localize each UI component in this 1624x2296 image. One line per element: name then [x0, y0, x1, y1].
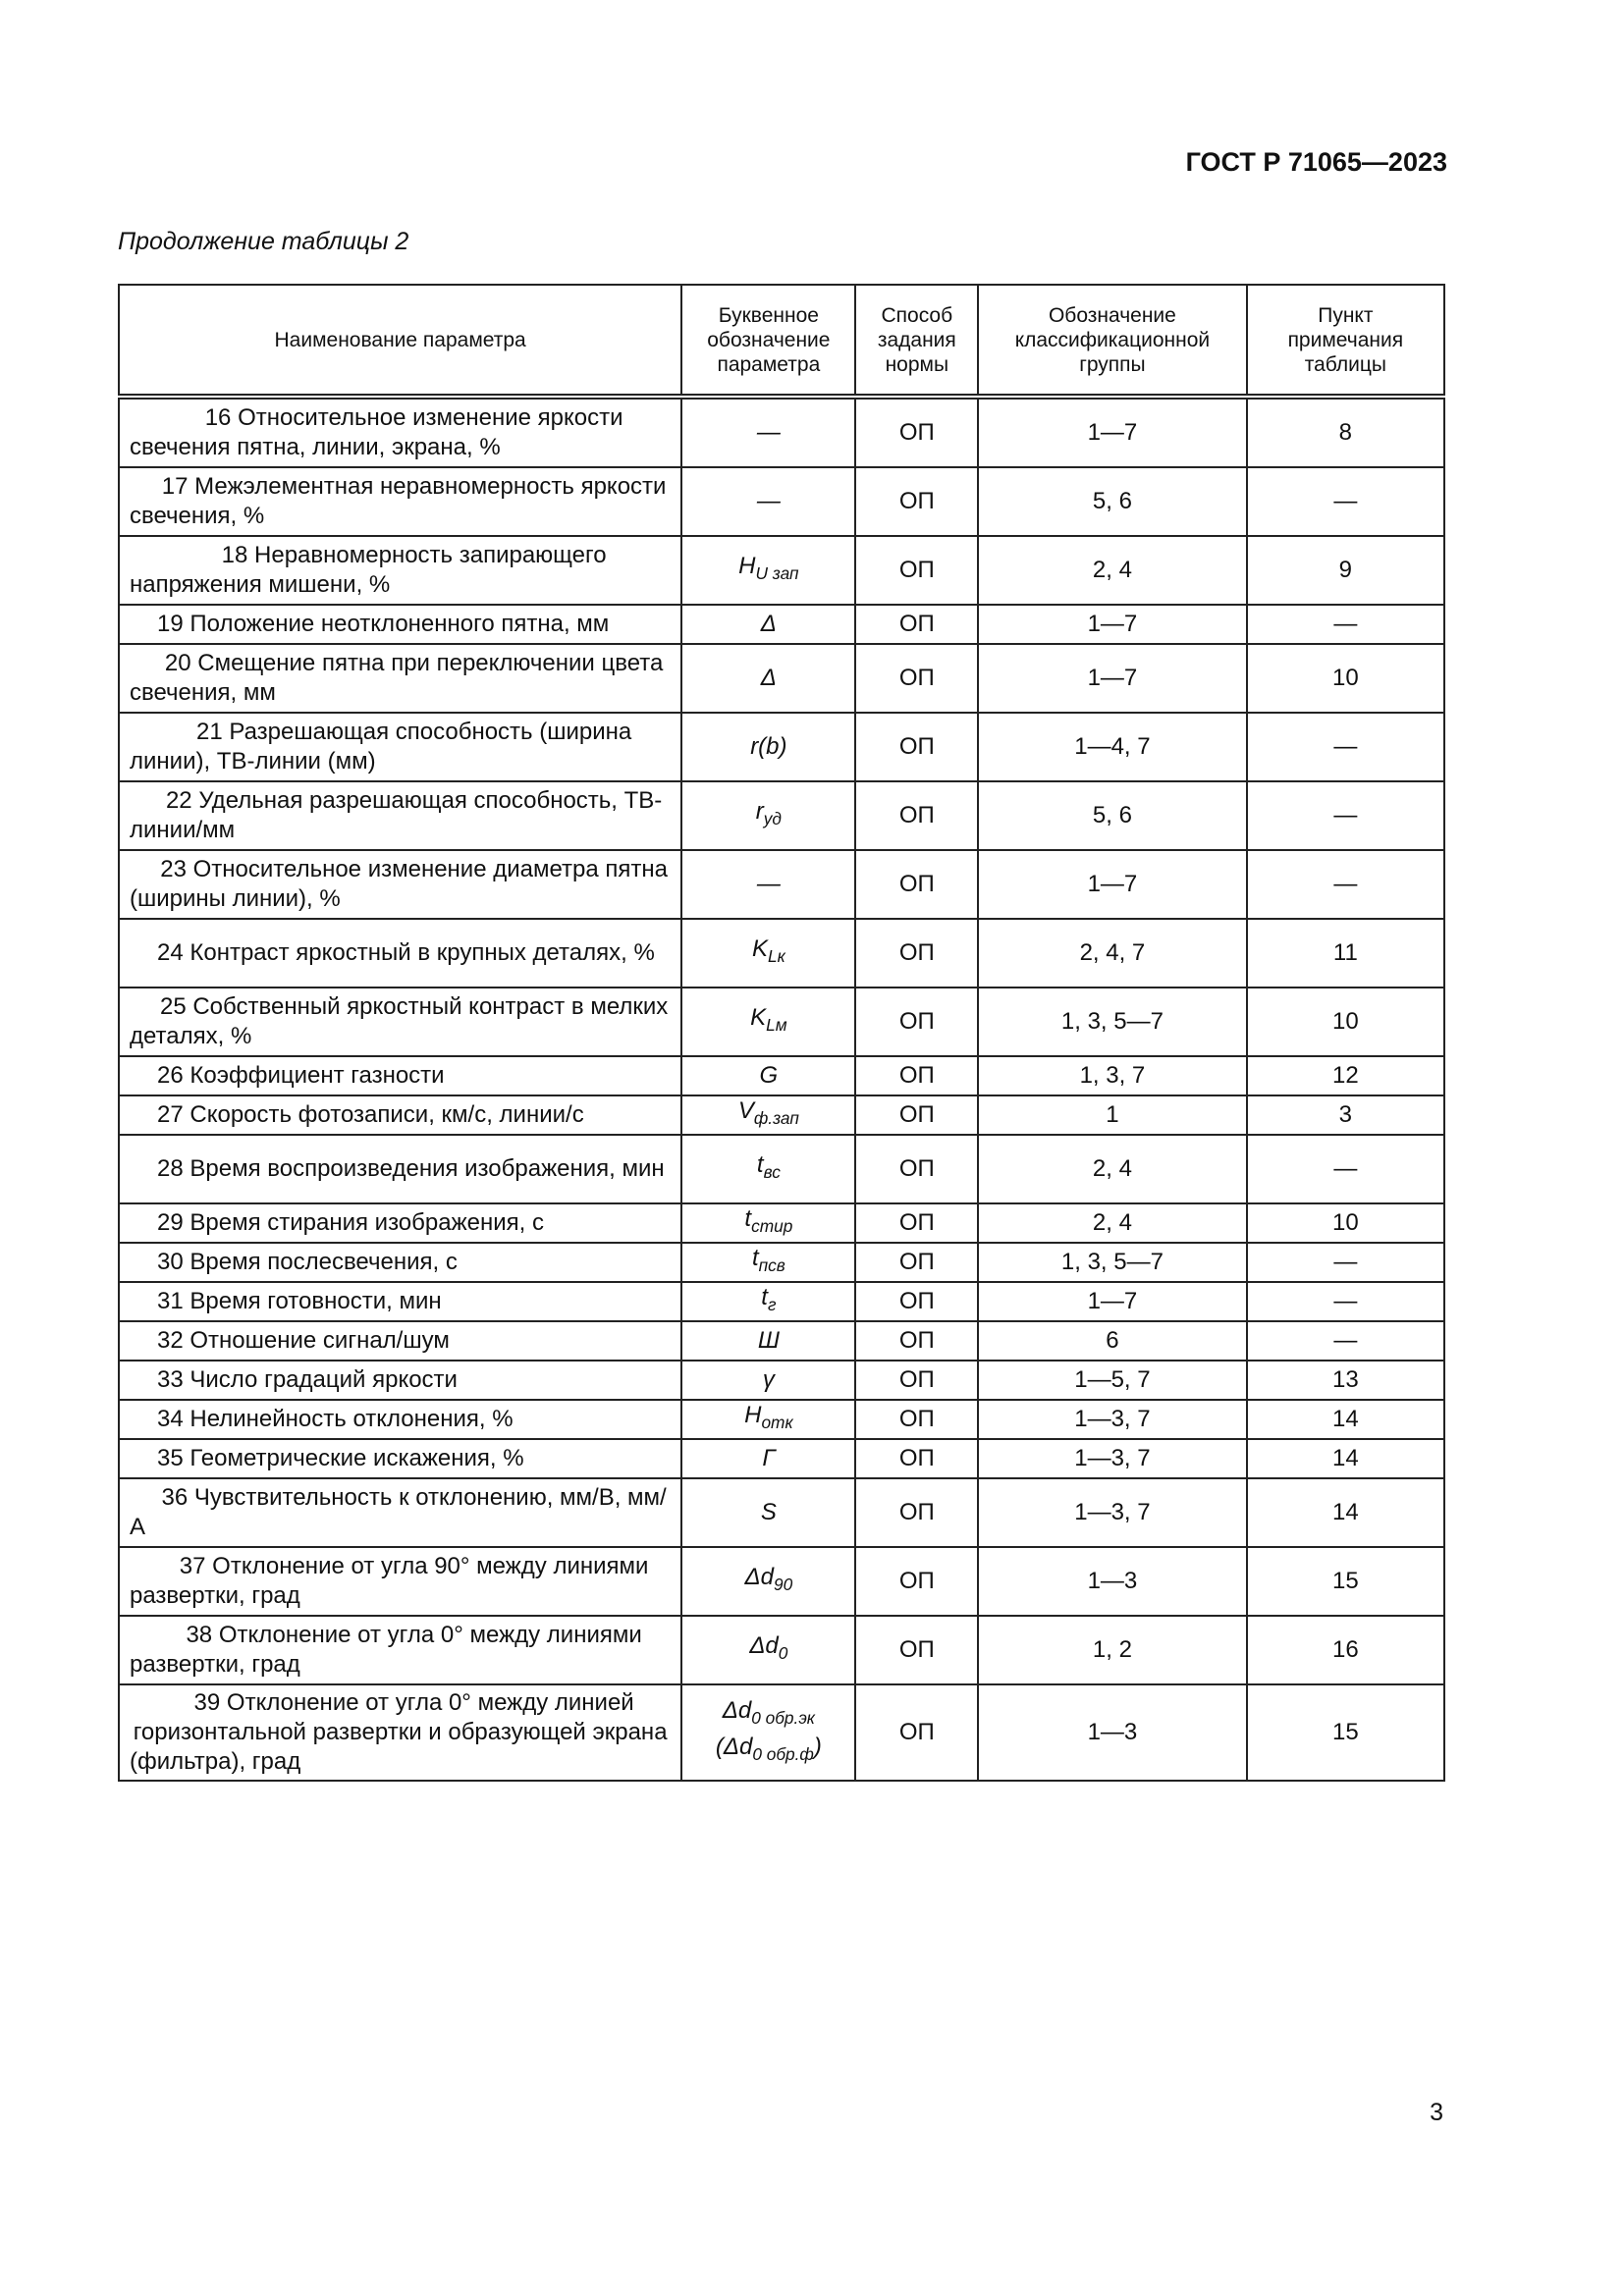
- parameter-symbol-subscript: отк: [761, 1413, 793, 1433]
- norm-method-cell: ОП: [855, 1243, 978, 1282]
- norm-method-cell: ОП: [855, 536, 978, 605]
- parameter-name-cell: [119, 1547, 681, 1616]
- page-number: 3: [1430, 2099, 1443, 2126]
- table-row: [119, 1243, 1444, 1282]
- parameter-symbol-subscript: стир: [751, 1216, 793, 1237]
- parameter-symbol-cell: [681, 1361, 855, 1400]
- note-cell: —: [1247, 1135, 1444, 1203]
- parameter-name-cell: [119, 1616, 681, 1684]
- class-group-cell: 2, 4: [978, 536, 1247, 605]
- table-row: [119, 605, 1444, 644]
- parameter-symbol-cell: [681, 1478, 855, 1547]
- parameter-symbol: K: [751, 935, 768, 963]
- parameter-symbol-alt-close: ): [813, 1734, 822, 1760]
- note-cell: 10: [1247, 988, 1444, 1056]
- parameter-name: Нелинейность отклонения, %: [189, 1406, 514, 1432]
- parameter-number: 26: [157, 1062, 184, 1089]
- norm-method-cell: ОП: [855, 1361, 978, 1400]
- class-group-cell: 1—5, 7: [978, 1361, 1247, 1400]
- parameter-number: 16: [204, 404, 232, 431]
- table-row: [119, 988, 1444, 1056]
- parameter-symbol-alt-subscript: 0 обр.ф: [752, 1744, 814, 1765]
- parameter-number: 24: [157, 939, 184, 966]
- parameter-number: 18: [221, 542, 248, 568]
- parameter-symbol-cell: [681, 850, 855, 919]
- norm-method-cell: ОП: [855, 1321, 978, 1361]
- column-header-name: Наименование параметра: [119, 285, 681, 397]
- parameter-symbol: γ: [762, 1366, 775, 1393]
- note-cell: —: [1247, 1282, 1444, 1321]
- class-group-cell: 1—3: [978, 1547, 1247, 1616]
- parameter-symbol-cell: [681, 781, 855, 850]
- parameter-name: Чувствительность к отклонению, мм/В, мм/А: [130, 1484, 667, 1540]
- parameter-number: 32: [157, 1327, 184, 1354]
- parameter-symbol-alt: (Δd: [715, 1734, 753, 1760]
- parameter-name-cell: [119, 644, 681, 713]
- parameter-name-cell: [119, 1684, 681, 1781]
- parameter-symbol-cell: [681, 919, 855, 988]
- norm-method-cell: ОП: [855, 850, 978, 919]
- parameter-symbol-subscript: Lк: [767, 946, 785, 967]
- class-group-cell: 5, 6: [978, 781, 1247, 850]
- parameter-name-cell: [119, 397, 681, 467]
- class-group-cell: 1, 3, 5—7: [978, 1243, 1247, 1282]
- norm-method-cell: ОП: [855, 781, 978, 850]
- table-row: [119, 397, 1444, 467]
- class-group-cell: 1—3: [978, 1684, 1247, 1781]
- table-row: [119, 1056, 1444, 1095]
- note-cell: —: [1247, 850, 1444, 919]
- parameter-name-cell: [119, 1321, 681, 1361]
- parameter-symbol: Δd: [744, 1564, 774, 1591]
- note-cell: 14: [1247, 1439, 1444, 1478]
- parameter-name: Коэффициент газности: [189, 1062, 445, 1089]
- table-row: [119, 1439, 1444, 1478]
- table-row: [119, 1478, 1444, 1547]
- parameter-symbol-subscript: Lм: [766, 1015, 787, 1036]
- norm-method-cell: ОП: [855, 644, 978, 713]
- class-group-cell: 1: [978, 1095, 1247, 1135]
- parameter-name: Контраст яркостный в крупных деталях, %: [189, 939, 655, 966]
- table-row: [119, 467, 1444, 536]
- parameter-symbol-subscript: псв: [758, 1255, 785, 1276]
- parameter-name-cell: [119, 1056, 681, 1095]
- norm-method-cell: ОП: [855, 1400, 978, 1439]
- parameter-number: 33: [157, 1366, 184, 1393]
- table-caption: Продолжение таблицы 2: [118, 228, 409, 255]
- parameter-name-cell: [119, 919, 681, 988]
- parameter-number: 19: [157, 611, 184, 637]
- parameter-name: Удельная разрешающая способность, ТВ-линии/мм: [130, 787, 663, 843]
- parameter-symbol-cell: [681, 1282, 855, 1321]
- column-header-note: Пункт примечания таблицы: [1247, 285, 1444, 397]
- table-row: [119, 781, 1444, 850]
- parameter-name-cell: [119, 1361, 681, 1400]
- parameter-name-cell: [119, 605, 681, 644]
- note-cell: 16: [1247, 1616, 1444, 1684]
- parameter-number: 25: [159, 993, 187, 1020]
- parameter-symbol-cell: [681, 988, 855, 1056]
- parameter-number: 37: [179, 1553, 206, 1579]
- parameter-name: Положение неотклоненного пятна, мм: [189, 611, 610, 637]
- parameter-symbol-cell: [681, 1684, 855, 1781]
- note-cell: 15: [1247, 1684, 1444, 1781]
- parameter-name-cell: [119, 1282, 681, 1321]
- column-header-norm-method: Способ задания нормы: [855, 285, 978, 397]
- parameter-name: Смещение пятна при переключении цвета свечения, мм: [130, 650, 664, 706]
- parameter-name: Отклонение от угла 90° между линиями развертки, град: [130, 1553, 649, 1609]
- parameter-number: 20: [164, 650, 191, 676]
- parameter-symbol-cell: [681, 1243, 855, 1282]
- norm-method-cell: ОП: [855, 1095, 978, 1135]
- parameter-symbol-cell: [681, 1616, 855, 1684]
- norm-method-cell: ОП: [855, 1547, 978, 1616]
- table-row: [119, 1135, 1444, 1203]
- norm-method-cell: ОП: [855, 1684, 978, 1781]
- class-group-cell: 1—7: [978, 644, 1247, 713]
- parameter-name: Разрешающая способность (ширина линии), ТВ-линии (мм): [130, 719, 632, 774]
- note-cell: 11: [1247, 919, 1444, 988]
- parameter-symbol-cell: [681, 605, 855, 644]
- parameter-symbol: t: [761, 1284, 768, 1311]
- table-header-row: [119, 285, 1444, 397]
- class-group-cell: 2, 4: [978, 1203, 1247, 1243]
- norm-method-cell: ОП: [855, 713, 978, 781]
- norm-method-cell: ОП: [855, 1135, 978, 1203]
- table-row: [119, 536, 1444, 605]
- parameter-name-cell: [119, 1203, 681, 1243]
- note-cell: —: [1247, 781, 1444, 850]
- parameter-symbol: G: [759, 1062, 779, 1089]
- parameter-number: 38: [186, 1622, 213, 1648]
- note-cell: 10: [1247, 644, 1444, 713]
- parameter-name: Время готовности, мин: [189, 1288, 442, 1314]
- parameter-name-cell: [119, 1439, 681, 1478]
- parameter-symbol-cell: [681, 1400, 855, 1439]
- class-group-cell: 1—7: [978, 605, 1247, 644]
- norm-method-cell: ОП: [855, 1056, 978, 1095]
- parameter-number: 31: [157, 1288, 184, 1314]
- parameter-symbol-subscript: ф.зап: [753, 1108, 799, 1129]
- note-cell: 8: [1247, 397, 1444, 467]
- parameter-name: Скорость фотозаписи, км/с, линии/с: [189, 1101, 584, 1128]
- parameter-number: 29: [157, 1209, 184, 1236]
- class-group-cell: 5, 6: [978, 467, 1247, 536]
- parameter-name-cell: [119, 1243, 681, 1282]
- parameter-name: Отклонение от угла 0° между линиями развертки, град: [130, 1622, 642, 1678]
- parameter-symbol: t: [756, 1151, 764, 1179]
- table-row: [119, 1361, 1444, 1400]
- norm-method-cell: ОП: [855, 1439, 978, 1478]
- parameter-name-cell: [119, 850, 681, 919]
- parameter-name: Неравномерность запирающего напряжения мишени, %: [130, 542, 607, 598]
- table-row: [119, 713, 1444, 781]
- parameter-name: Отклонение от угла 0° между линией горизонтальной развертки и образующей экрана (фильтра), град: [130, 1689, 668, 1775]
- norm-method-cell: ОП: [855, 1203, 978, 1243]
- note-cell: 12: [1247, 1056, 1444, 1095]
- note-cell: 3: [1247, 1095, 1444, 1135]
- note-cell: —: [1247, 467, 1444, 536]
- parameter-symbol: Г: [762, 1445, 776, 1471]
- table-row: [119, 644, 1444, 713]
- parameter-number: 22: [165, 787, 192, 814]
- parameter-number: 39: [193, 1689, 221, 1716]
- parameter-symbol: r(b): [750, 733, 787, 760]
- parameter-number: 30: [157, 1249, 184, 1275]
- parameter-name: Относительное изменение яркости свечения пятна, линии, экрана, %: [130, 404, 623, 460]
- note-cell: 14: [1247, 1478, 1444, 1547]
- parameter-symbol: H: [738, 553, 756, 580]
- class-group-cell: 2, 4: [978, 1135, 1247, 1203]
- parameter-number: 21: [196, 719, 223, 745]
- parameter-number: 17: [161, 473, 189, 500]
- note-cell: —: [1247, 713, 1444, 781]
- parameter-symbol: K: [750, 1004, 767, 1032]
- parameter-symbol: S: [760, 1499, 777, 1525]
- class-group-cell: 1—3, 7: [978, 1478, 1247, 1547]
- parameter-name-cell: [119, 713, 681, 781]
- parameter-symbol: Δ: [760, 611, 777, 637]
- norm-method-cell: ОП: [855, 988, 978, 1056]
- norm-method-cell: ОП: [855, 467, 978, 536]
- parameter-symbol: t: [744, 1205, 752, 1233]
- parameter-symbol-subscript: 0 обр.эк: [751, 1708, 815, 1728]
- norm-method-cell: ОП: [855, 1282, 978, 1321]
- table-row: [119, 1095, 1444, 1135]
- parameter-symbol: —: [756, 419, 781, 446]
- parameter-symbol-cell: [681, 1095, 855, 1135]
- parameter-symbol-subscript: 90: [773, 1575, 793, 1595]
- table-row: [119, 1547, 1444, 1616]
- class-group-cell: 1—7: [978, 397, 1247, 467]
- parameter-symbol: —: [756, 488, 781, 514]
- parameter-number: 34: [157, 1406, 184, 1432]
- note-cell: —: [1247, 1321, 1444, 1361]
- column-header-symbol: Буквенное обозначение параметра: [681, 285, 855, 397]
- parameter-name: Собственный яркостный контраст в мелких деталях, %: [130, 993, 669, 1049]
- class-group-cell: 1—7: [978, 1282, 1247, 1321]
- parameter-symbol: —: [756, 871, 781, 897]
- parameter-symbol-subscript: U зап: [755, 563, 799, 584]
- parameter-name-cell: [119, 467, 681, 536]
- parameter-symbol-cell: [681, 467, 855, 536]
- note-cell: 9: [1247, 536, 1444, 605]
- norm-method-cell: ОП: [855, 1616, 978, 1684]
- table-row: [119, 1282, 1444, 1321]
- parameter-name: Время послесвечения, с: [189, 1249, 458, 1275]
- parameter-symbol-subscript: 0: [778, 1643, 788, 1664]
- parameter-name-cell: [119, 1478, 681, 1547]
- parameter-symbol-cell: [681, 536, 855, 605]
- class-group-cell: 2, 4, 7: [978, 919, 1247, 988]
- parameter-number: 23: [160, 856, 187, 882]
- table-row: [119, 1321, 1444, 1361]
- class-group-cell: 1—7: [978, 850, 1247, 919]
- parameter-name: Межэлементная неравномерность яркости свечения, %: [130, 473, 667, 529]
- parameter-name: Время стирания изображения, с: [189, 1209, 544, 1236]
- table-row: [119, 1400, 1444, 1439]
- table-row: [119, 1684, 1444, 1781]
- parameter-name-cell: [119, 781, 681, 850]
- parameter-number: 35: [157, 1445, 184, 1471]
- parameter-symbol-cell: [681, 1547, 855, 1616]
- table-row: [119, 850, 1444, 919]
- table-row: [119, 1203, 1444, 1243]
- parameter-symbol: Δd: [749, 1632, 779, 1660]
- norm-method-cell: ОП: [855, 605, 978, 644]
- parameters-table: [118, 284, 1445, 1782]
- column-header-class-group: Обозначение классификационной группы: [978, 285, 1247, 397]
- class-group-cell: 1—3, 7: [978, 1439, 1247, 1478]
- parameter-name-cell: [119, 988, 681, 1056]
- note-cell: 15: [1247, 1547, 1444, 1616]
- note-cell: 14: [1247, 1400, 1444, 1439]
- parameter-symbol-subscript: вс: [763, 1162, 781, 1183]
- note-cell: —: [1247, 1243, 1444, 1282]
- parameter-symbol: V: [737, 1097, 754, 1125]
- parameter-number: 27: [157, 1101, 184, 1128]
- class-group-cell: 1, 2: [978, 1616, 1247, 1684]
- note-cell: —: [1247, 605, 1444, 644]
- norm-method-cell: ОП: [855, 397, 978, 467]
- parameter-name: Число градаций яркости: [189, 1366, 458, 1393]
- parameter-symbol-cell: [681, 1203, 855, 1243]
- parameter-symbol-subscript: уд: [763, 809, 782, 829]
- table-row: [119, 919, 1444, 988]
- parameter-symbol-cell: [681, 644, 855, 713]
- note-cell: 10: [1247, 1203, 1444, 1243]
- parameter-symbol-cell: [681, 1056, 855, 1095]
- class-group-cell: 1, 3, 7: [978, 1056, 1247, 1095]
- parameter-symbol-cell: [681, 1321, 855, 1361]
- parameter-name: Относительное изменение диаметра пятна (ширины линии), %: [130, 856, 668, 912]
- parameter-number: 36: [161, 1484, 189, 1511]
- parameter-name-cell: [119, 1095, 681, 1135]
- table-row: [119, 1616, 1444, 1684]
- parameter-name-cell: [119, 1400, 681, 1439]
- class-group-cell: 1, 3, 5—7: [978, 988, 1247, 1056]
- parameter-symbol-cell: [681, 713, 855, 781]
- parameter-symbol: Н: [744, 1402, 762, 1429]
- parameter-symbol: Δd: [722, 1696, 752, 1724]
- parameter-name: Геометрические искажения, %: [189, 1445, 524, 1471]
- parameter-name-cell: [119, 536, 681, 605]
- parameter-symbol: Ш: [757, 1327, 780, 1354]
- parameter-name: Время воспроизведения изображения, мин: [189, 1155, 665, 1182]
- parameter-symbol-subscript: г: [767, 1295, 777, 1315]
- parameter-symbol: Δ: [760, 665, 777, 691]
- class-group-cell: 6: [978, 1321, 1247, 1361]
- document-code: ГОСТ Р 71065—2023: [1185, 147, 1447, 177]
- norm-method-cell: ОП: [855, 1478, 978, 1547]
- parameter-name-cell: [119, 1135, 681, 1203]
- parameter-symbol: t: [751, 1245, 759, 1272]
- parameter-name: Отношение сигнал/шум: [189, 1327, 450, 1354]
- parameter-symbol-cell: [681, 397, 855, 467]
- parameter-symbol-cell: [681, 1135, 855, 1203]
- parameter-number: 28: [157, 1155, 184, 1182]
- note-cell: 13: [1247, 1361, 1444, 1400]
- class-group-cell: 1—4, 7: [978, 713, 1247, 781]
- norm-method-cell: ОП: [855, 919, 978, 988]
- class-group-cell: 1—3, 7: [978, 1400, 1247, 1439]
- parameter-symbol: r: [755, 798, 764, 826]
- parameter-symbol-cell: [681, 1439, 855, 1478]
